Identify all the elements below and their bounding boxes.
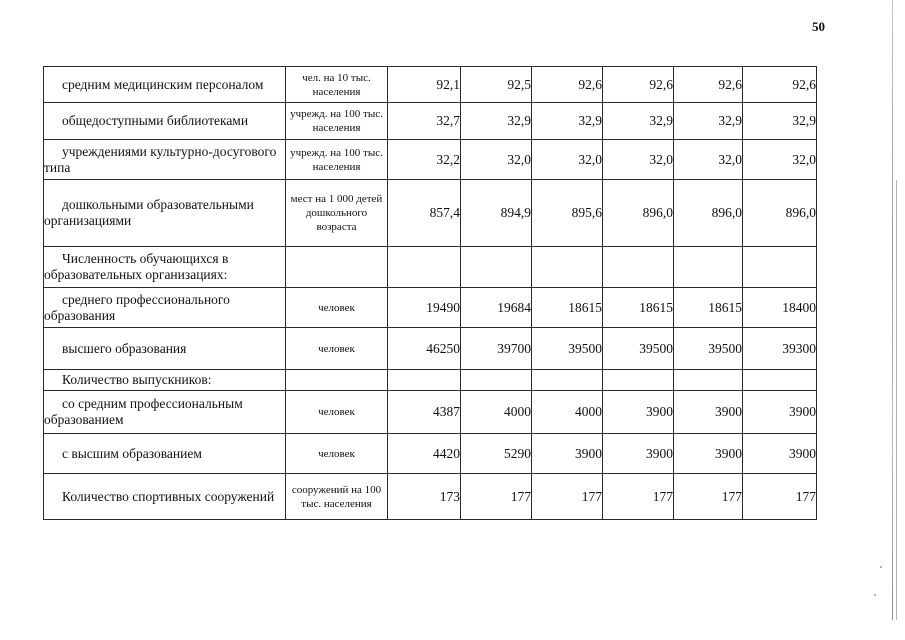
value-cell: 4420 xyxy=(388,434,461,474)
value-cell xyxy=(674,247,743,288)
table-row xyxy=(44,434,817,474)
value-cell xyxy=(532,370,603,391)
value-cell xyxy=(603,370,674,391)
value-cell: 39700 xyxy=(461,328,532,370)
unit-cell: человек xyxy=(286,434,388,474)
unit-cell xyxy=(286,370,388,391)
value-cell: 896,0 xyxy=(603,180,674,247)
unit-cell xyxy=(286,247,388,288)
indicator-name: с высшим образованием xyxy=(62,445,202,461)
scan-edge-line xyxy=(896,180,897,620)
value-cell: 4000 xyxy=(461,391,532,434)
indicator-name: дошкольными образовательными организациями xyxy=(44,197,254,228)
value-cell: 92,6 xyxy=(603,67,674,103)
value-cell: 173 xyxy=(388,474,461,520)
value-cell: 894,9 xyxy=(461,180,532,247)
unit-cell: сооружений на 100 тыс. населения xyxy=(286,474,388,520)
value-cell: 39300 xyxy=(743,328,817,370)
value-cell: 32,9 xyxy=(532,103,603,140)
value-cell xyxy=(461,247,532,288)
value-cell: 32,2 xyxy=(388,140,461,180)
indicator-name-cell xyxy=(44,247,286,288)
unit-cell: учрежд. на 100 тыс. населения xyxy=(286,140,388,180)
value-cell: 177 xyxy=(743,474,817,520)
value-cell: 32,9 xyxy=(743,103,817,140)
indicator-name: Численность обучающихся в образовательных организациях: xyxy=(44,251,229,282)
indicator-name-cell xyxy=(44,391,286,434)
unit-cell: человек xyxy=(286,391,388,434)
value-cell: 5290 xyxy=(461,434,532,474)
value-cell: 857,4 xyxy=(388,180,461,247)
value-cell xyxy=(674,370,743,391)
value-cell: 92,6 xyxy=(674,67,743,103)
indicator-name-cell xyxy=(44,474,286,520)
value-cell: 92,6 xyxy=(532,67,603,103)
value-cell: 177 xyxy=(532,474,603,520)
value-cell: 896,0 xyxy=(674,180,743,247)
indicator-name-cell xyxy=(44,434,286,474)
value-cell: 18615 xyxy=(674,288,743,328)
table-row xyxy=(44,328,817,370)
value-cell: 18400 xyxy=(743,288,817,328)
table-row xyxy=(44,474,817,520)
value-cell: 19684 xyxy=(461,288,532,328)
value-cell: 92,1 xyxy=(388,67,461,103)
indicator-name: высшего образования xyxy=(62,340,187,356)
indicators-table xyxy=(43,66,817,520)
value-cell xyxy=(388,247,461,288)
value-cell: 32,0 xyxy=(532,140,603,180)
value-cell: 32,0 xyxy=(674,140,743,180)
value-cell: 39500 xyxy=(603,328,674,370)
value-cell: 18615 xyxy=(532,288,603,328)
value-cell: 32,7 xyxy=(388,103,461,140)
value-cell: 39500 xyxy=(532,328,603,370)
unit-cell: человек xyxy=(286,328,388,370)
table-row xyxy=(44,180,817,247)
value-cell: 18615 xyxy=(603,288,674,328)
table-row xyxy=(44,391,817,434)
unit-cell: учрежд. на 100 тыс. населения xyxy=(286,103,388,140)
indicator-name-cell xyxy=(44,328,286,370)
table-row xyxy=(44,140,817,180)
table-row xyxy=(44,370,817,391)
indicator-name-cell xyxy=(44,67,286,103)
scan-speck xyxy=(880,566,882,568)
indicator-name-cell xyxy=(44,103,286,140)
value-cell xyxy=(461,370,532,391)
indicator-name: среднего профессионального образования xyxy=(44,291,230,323)
scan-speck xyxy=(874,594,876,596)
value-cell: 32,0 xyxy=(743,140,817,180)
indicator-name: учреждениями культурно-досугового типа xyxy=(44,143,277,175)
indicator-name-cell xyxy=(44,288,286,328)
unit-cell: чел. на 10 тыс. населения xyxy=(286,67,388,103)
value-cell xyxy=(388,370,461,391)
table-row xyxy=(44,247,817,288)
value-cell: 895,6 xyxy=(532,180,603,247)
value-cell: 32,0 xyxy=(461,140,532,180)
value-cell: 92,5 xyxy=(461,67,532,103)
value-cell: 19490 xyxy=(388,288,461,328)
value-cell xyxy=(603,247,674,288)
page-number: 50 xyxy=(812,19,825,34)
value-cell: 3900 xyxy=(603,391,674,434)
value-cell: 3900 xyxy=(532,434,603,474)
scan-edge-line xyxy=(892,0,893,620)
value-cell: 32,9 xyxy=(461,103,532,140)
value-cell: 46250 xyxy=(388,328,461,370)
value-cell: 3900 xyxy=(674,434,743,474)
value-cell: 177 xyxy=(461,474,532,520)
value-cell: 896,0 xyxy=(743,180,817,247)
value-cell: 177 xyxy=(674,474,743,520)
value-cell: 32,0 xyxy=(603,140,674,180)
unit-cell: мест на 1 000 детей дошкольного возраста xyxy=(286,180,388,247)
value-cell: 92,6 xyxy=(743,67,817,103)
value-cell: 3900 xyxy=(603,434,674,474)
value-cell: 3900 xyxy=(674,391,743,434)
indicator-name-cell xyxy=(44,180,286,247)
indicator-name: общедоступными библиотеками xyxy=(62,113,249,128)
unit-cell: человек xyxy=(286,288,388,328)
value-cell xyxy=(532,247,603,288)
value-cell: 4000 xyxy=(532,391,603,434)
value-cell: 39500 xyxy=(674,328,743,370)
value-cell: 3900 xyxy=(743,434,817,474)
table-row xyxy=(44,67,817,103)
value-cell xyxy=(743,370,817,391)
value-cell: 32,9 xyxy=(603,103,674,140)
value-cell xyxy=(743,247,817,288)
table-row xyxy=(44,103,817,140)
indicator-name: Количество выпускников: xyxy=(62,372,212,387)
value-cell: 4387 xyxy=(388,391,461,434)
indicator-name-cell xyxy=(44,140,286,180)
value-cell: 3900 xyxy=(743,391,817,434)
indicator-name: средним медицинским персоналом xyxy=(62,76,264,92)
value-cell: 177 xyxy=(603,474,674,520)
table-row xyxy=(44,288,817,328)
value-cell: 32,9 xyxy=(674,103,743,140)
indicator-name: со средним профессиональным образованием xyxy=(44,396,243,427)
indicator-name-cell xyxy=(44,370,286,391)
indicator-name: Количество спортивных сооружений xyxy=(62,488,275,504)
